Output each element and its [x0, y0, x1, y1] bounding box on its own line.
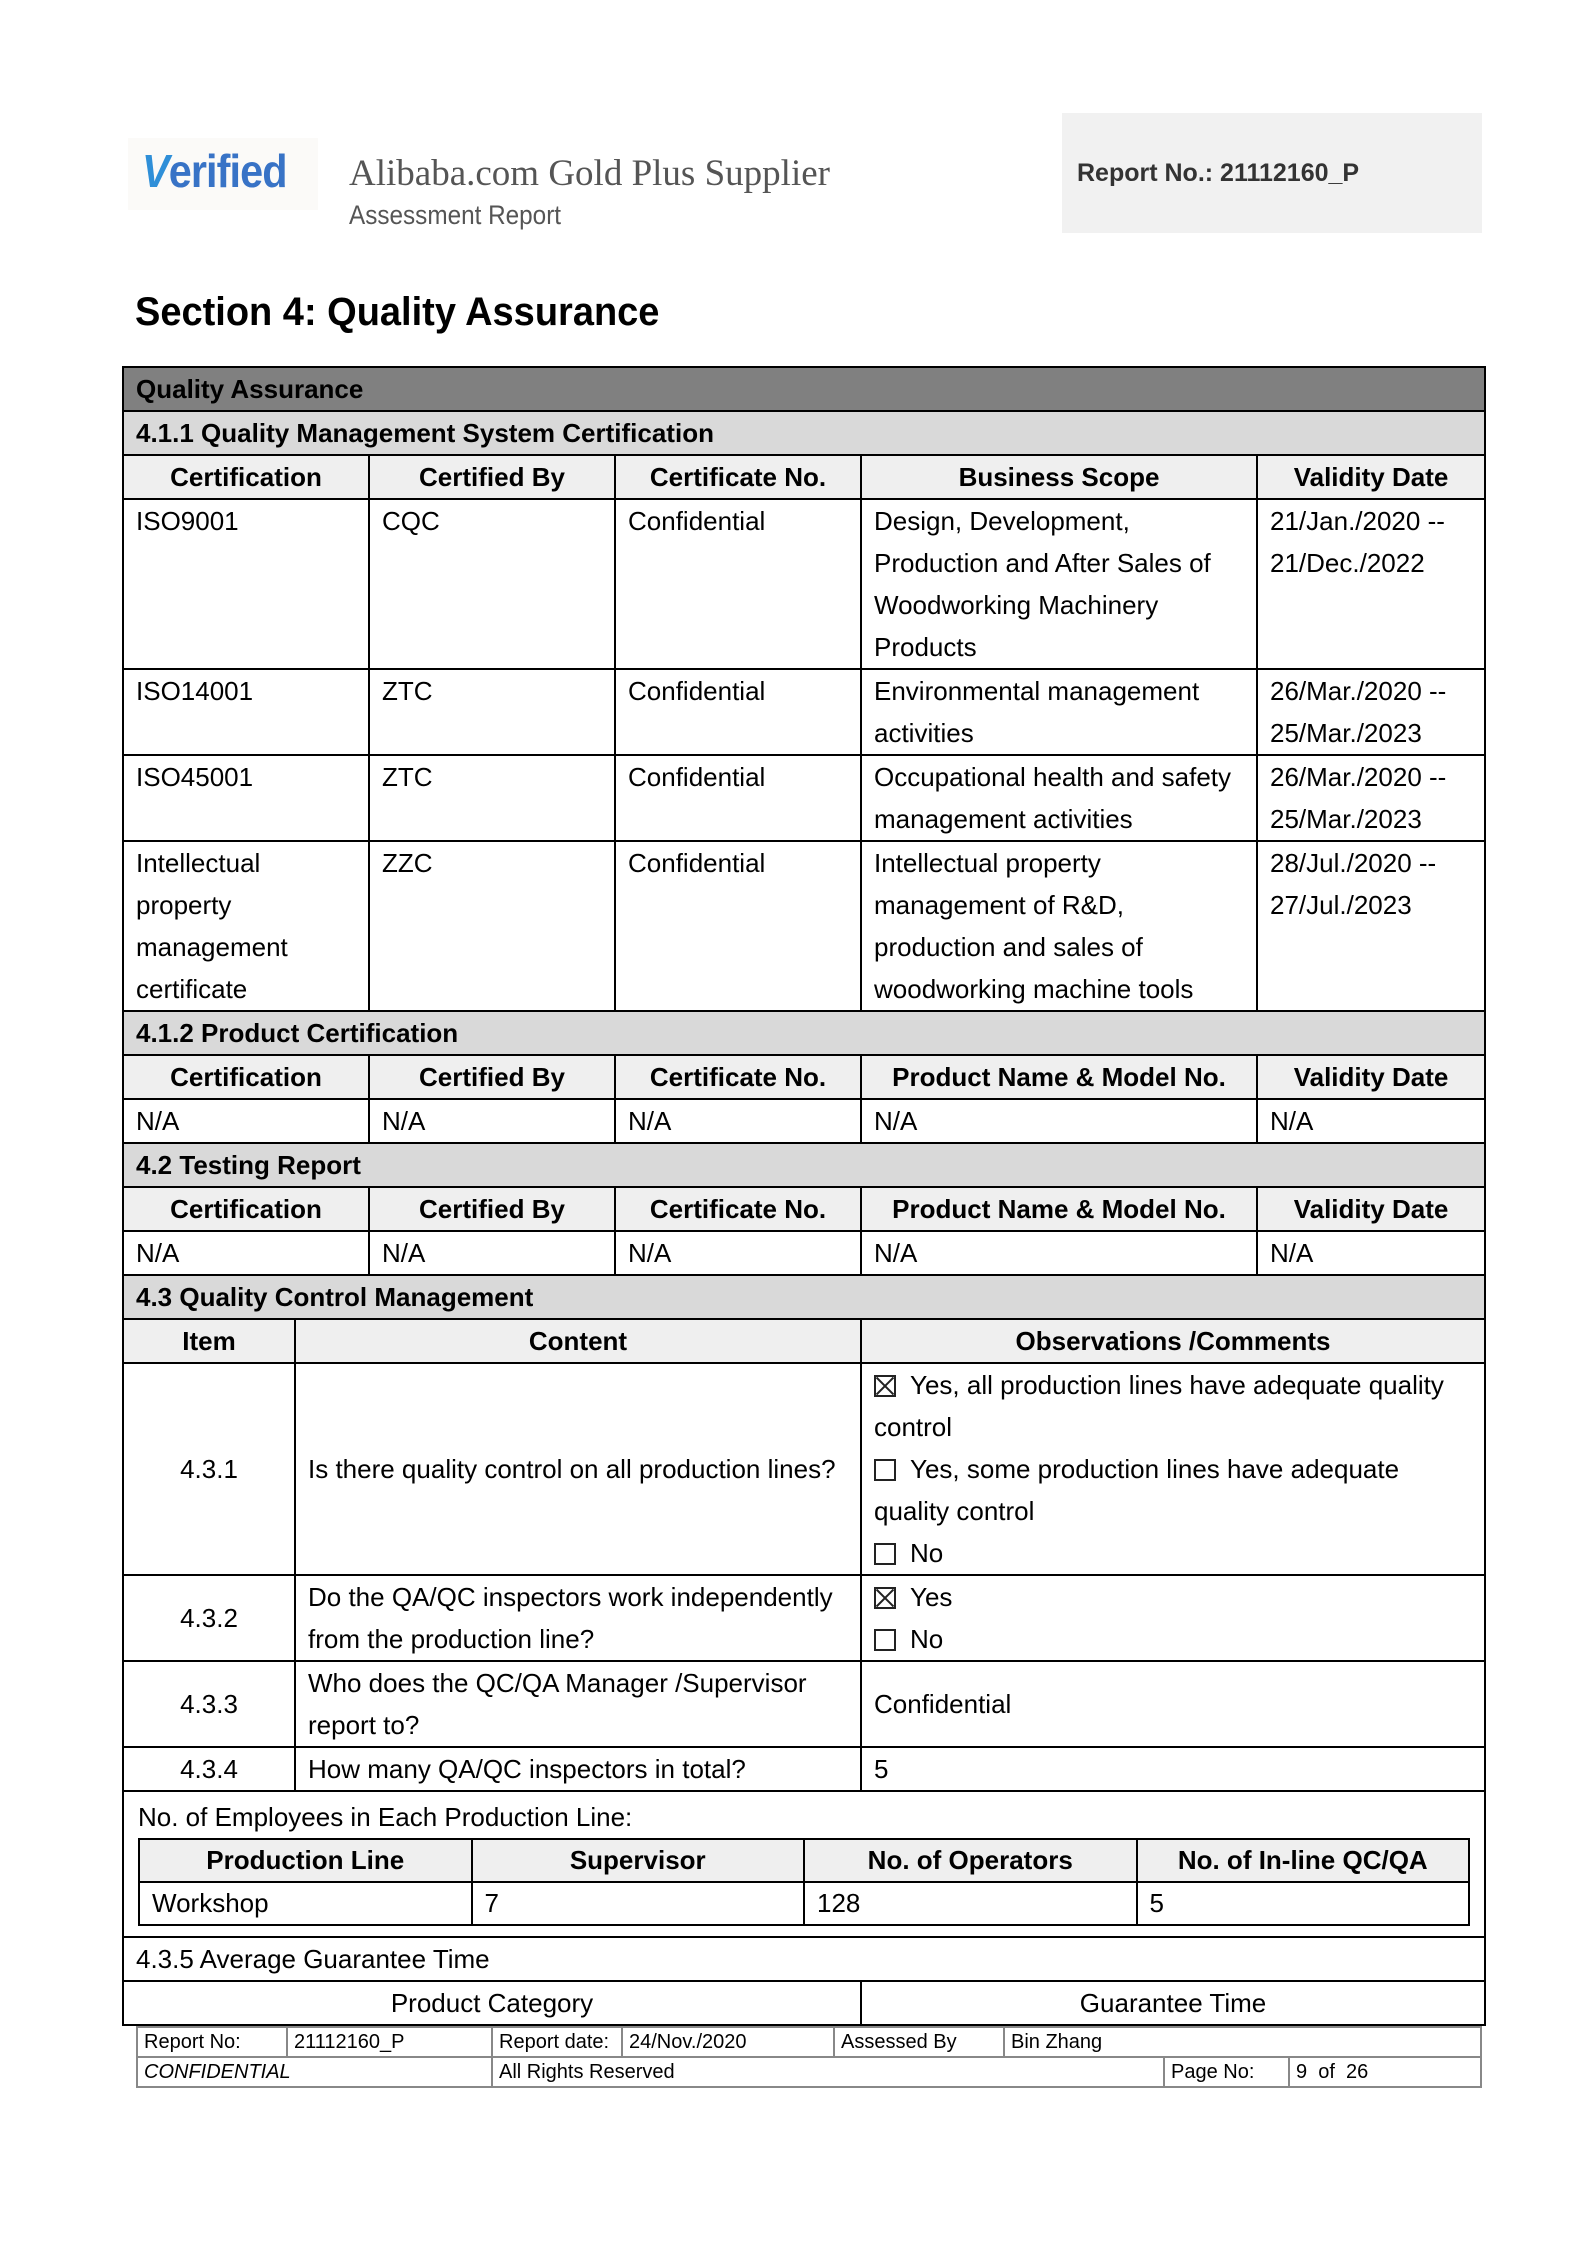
col-business-scope: Business Scope	[861, 455, 1257, 499]
certified-by-cell: CQC	[369, 499, 615, 669]
col-content: Content	[295, 1319, 861, 1363]
scope-cell: Occupational health and safety management activities	[861, 755, 1257, 841]
option-yes	[874, 1576, 1472, 1618]
cell: N/A	[1257, 1099, 1485, 1143]
observations-cell	[861, 1575, 1485, 1661]
cert-cell: Intellectual property management certificate	[123, 841, 369, 1011]
scope-cell: Environmental management activities	[861, 669, 1257, 755]
item-cell: 4.3.1	[123, 1363, 295, 1575]
cell: Workshop	[139, 1882, 472, 1925]
footer-assessed-by-label: Assessed By	[834, 2027, 1004, 2057]
validity-cell: 28/Jul./2020 -- 27/Jul./2023	[1257, 841, 1485, 1011]
cert-cell: ISO9001	[123, 499, 369, 669]
option-label: Yes	[910, 1582, 953, 1612]
content-cell: How many QA/QC inspectors in total?	[295, 1747, 861, 1791]
footer-page-label: Page No:	[1164, 2057, 1289, 2087]
scope-cell: Intellectual property management of R&D, production and sales of woodworking machine tools	[861, 841, 1257, 1011]
testing-title: 4.2 Testing Report	[123, 1143, 1485, 1187]
content-cell: Who does the QC/QA Manager /Supervisor report to?	[295, 1661, 861, 1747]
verified-check-icon: V	[142, 145, 169, 197]
certified-by-cell: ZTC	[369, 669, 615, 755]
cert-cell: ISO45001	[123, 755, 369, 841]
col-certified-by: Certified By	[369, 1055, 615, 1099]
option-label: Yes, some production lines have adequate quality control	[874, 1454, 1400, 1526]
cell: N/A	[1257, 1231, 1485, 1275]
cell: 7	[472, 1882, 805, 1925]
checkbox-empty-icon[interactable]	[874, 1543, 896, 1565]
cell: N/A	[123, 1231, 369, 1275]
footer-page-number: 9 of 26	[1289, 2057, 1481, 2087]
table-row	[139, 1882, 1469, 1925]
product-cert-title: 4.1.2 Product Certification	[123, 1011, 1485, 1055]
table-row	[123, 755, 1485, 841]
cell: N/A	[861, 1099, 1257, 1143]
option-label: Yes, all production lines have adequate quality control	[874, 1370, 1444, 1442]
col-product-category: Product Category	[123, 1981, 861, 2025]
validity-cell: 26/Mar./2020 -- 25/Mar./2023	[1257, 755, 1485, 841]
guarantee-title: 4.3.5 Average Guarantee Time	[123, 1937, 1485, 1981]
qa-band: Quality Assurance	[123, 367, 1485, 411]
item-cell: 4.3.2	[123, 1575, 295, 1661]
verified-logo	[128, 138, 318, 210]
col-observations: Observations /Comments	[861, 1319, 1485, 1363]
cell: N/A	[123, 1099, 369, 1143]
employees-label: No. of Employees in Each Production Line:	[138, 1802, 633, 1832]
option-label: No	[910, 1624, 944, 1654]
qms-title: 4.1.1 Quality Management System Certification	[123, 411, 1485, 455]
col-certified-by: Certified By	[369, 1187, 615, 1231]
qcm-title: 4.3 Quality Control Management	[123, 1275, 1485, 1319]
scope-cell: Design, Development, Production and After Sales of Woodworking Machinery Products	[861, 499, 1257, 669]
report-number-box	[1062, 113, 1482, 233]
option-no	[874, 1532, 1472, 1574]
cell: N/A	[861, 1231, 1257, 1275]
table-row	[123, 499, 1485, 669]
table-row	[123, 669, 1485, 755]
item-cell: 4.3.4	[123, 1747, 295, 1791]
verified-logo-text	[142, 144, 287, 198]
footer-rights: All Rights Reserved	[492, 2057, 1164, 2087]
footer-report-no: 21112160_P	[287, 2027, 492, 2057]
cert-no-cell: Confidential	[615, 841, 861, 1011]
col-validity-date: Validity Date	[1257, 1055, 1485, 1099]
qc-row-432	[123, 1575, 1485, 1661]
qc-row-431	[123, 1363, 1485, 1575]
col-product-name: Product Name & Model No.	[861, 1055, 1257, 1099]
answer-cell: Confidential	[861, 1661, 1485, 1747]
footer-assessed-by: Bin Zhang	[1004, 2027, 1481, 2057]
observations-cell	[861, 1363, 1485, 1575]
col-guarantee-time: Guarantee Time	[861, 1981, 1485, 2025]
report-number: Report No.: 21112160_P	[1077, 159, 1360, 187]
cell: 128	[804, 1882, 1137, 1925]
cell: N/A	[615, 1099, 861, 1143]
cert-no-cell: Confidential	[615, 669, 861, 755]
page-footer	[136, 2026, 1482, 2088]
content-cell: Do the QA/QC inspectors work independently from the production line?	[295, 1575, 861, 1661]
col-operators: No. of Operators	[804, 1839, 1137, 1882]
footer-confidential: CONFIDENTIAL	[137, 2057, 492, 2087]
footer-report-date-label: Report date:	[492, 2027, 622, 2057]
footer-report-date: 24/Nov./2020	[622, 2027, 834, 2057]
cert-cell: ISO14001	[123, 669, 369, 755]
certified-by-cell: ZZC	[369, 841, 615, 1011]
col-inline-qcqa: No. of In-line QC/QA	[1137, 1839, 1470, 1882]
col-product-name: Product Name & Model No.	[861, 1187, 1257, 1231]
section-title: Section 4: Quality Assurance	[135, 290, 660, 334]
col-certification: Certification	[123, 1187, 369, 1231]
brand-subtitle: Assessment Report	[349, 200, 562, 230]
validity-cell: 21/Jan./2020 -- 21/Dec./2022	[1257, 499, 1485, 669]
checkbox-checked-icon[interactable]	[874, 1375, 896, 1397]
employees-table	[138, 1838, 1470, 1926]
col-validity-date: Validity Date	[1257, 455, 1485, 499]
option-some-lines	[874, 1448, 1472, 1532]
option-label: No	[910, 1538, 944, 1568]
qc-row-433	[123, 1661, 1485, 1747]
option-no	[874, 1618, 1472, 1660]
content-cell: Is there quality control on all production lines?	[295, 1363, 861, 1575]
col-certification: Certification	[123, 1055, 369, 1099]
validity-cell: 26/Mar./2020 -- 25/Mar./2023	[1257, 669, 1485, 755]
certified-by-cell: ZTC	[369, 755, 615, 841]
cell: 5	[1137, 1882, 1470, 1925]
col-certificate-no: Certificate No.	[615, 1187, 861, 1231]
cert-no-cell: Confidential	[615, 755, 861, 841]
col-certificate-no: Certificate No.	[615, 1055, 861, 1099]
checkbox-empty-icon[interactable]	[874, 1459, 896, 1481]
qc-row-434	[123, 1747, 1485, 1791]
table-row	[123, 841, 1485, 1011]
col-certification: Certification	[123, 455, 369, 499]
quality-assurance-table	[122, 366, 1486, 2026]
checkbox-empty-icon[interactable]	[874, 1629, 896, 1651]
logo-rest: erified	[168, 145, 287, 197]
col-item: Item	[123, 1319, 295, 1363]
col-production-line: Production Line	[139, 1839, 472, 1882]
answer-cell: 5	[861, 1747, 1485, 1791]
cell: N/A	[369, 1231, 615, 1275]
employees-row	[123, 1791, 1485, 1937]
col-certified-by: Certified By	[369, 455, 615, 499]
footer-report-no-label: Report No:	[137, 2027, 287, 2057]
table-row	[123, 1231, 1485, 1275]
col-validity-date: Validity Date	[1257, 1187, 1485, 1231]
col-certificate-no: Certificate No.	[615, 455, 861, 499]
cert-no-cell: Confidential	[615, 499, 861, 669]
option-all-lines	[874, 1364, 1472, 1448]
brand-title: Alibaba.com Gold Plus Supplier	[349, 153, 830, 194]
item-cell: 4.3.3	[123, 1661, 295, 1747]
cell: N/A	[369, 1099, 615, 1143]
checkbox-checked-icon[interactable]	[874, 1587, 896, 1609]
table-row	[123, 1099, 1485, 1143]
cell: N/A	[615, 1231, 861, 1275]
col-supervisor: Supervisor	[472, 1839, 805, 1882]
